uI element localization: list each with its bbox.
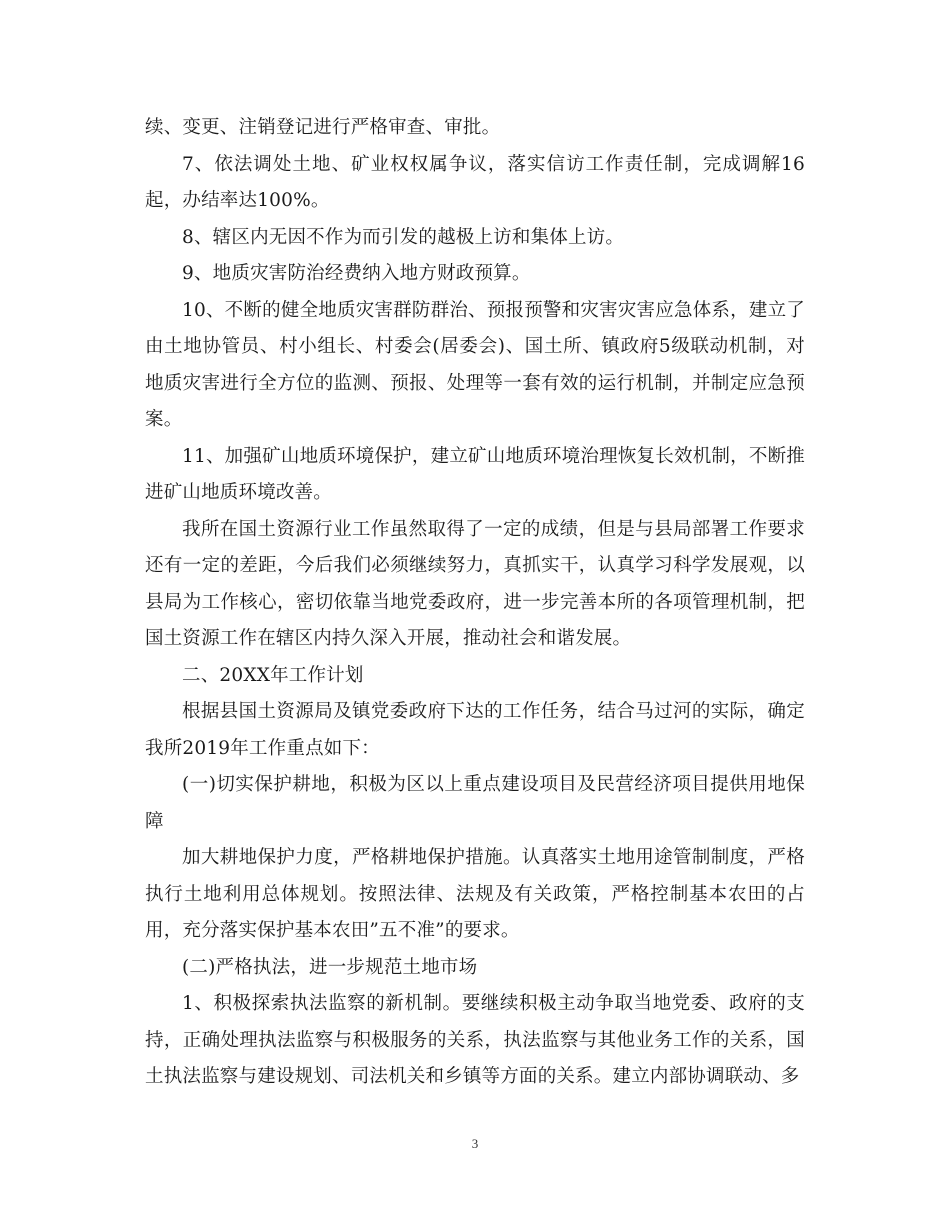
paragraph: 二、20XX年工作计划: [182, 664, 364, 686]
paragraph: 9、地质灾害防治经费纳入地方财政预算。: [182, 263, 531, 284]
paragraph: 我所在国土资源行业工作虽然取得了一定的成绩，但是与县局部署工作要求还有一定的差距，今后我们必须继续努力，真抓实干，认真学习科学发展观，以县局为工作核心，密切依靠当地党委政府，进一步完善本所的各项管理机制，把国土资源工作在辖区内持久深入开展，推动社会和谐发展。: [145, 518, 805, 649]
paragraph: 8、辖区内无因不作为而引发的越极上访和集体上访。: [182, 226, 625, 248]
paragraph: 续、变更、注销登记进行严格审查、审批。: [145, 117, 501, 138]
paragraph: 11、加强矿山地质环境保护，建立矿山地质环境治理恢复长效机制，不断推进矿山地质环境改善。: [145, 445, 805, 503]
paragraph: (一)切实保护耕地，积极为区以上重点建设项目及民营经济项目提供用地保障: [145, 774, 805, 832]
paragraph: 10、不断的健全地质灾害群防群治、预报预警和灾害灾害应急体系，建立了由土地协管员、村小组长、村委会(居委会)、国土所、镇政府5级联动机制，对地质灾害进行全方位的监测、预报、处理等一套有效的运行机制，并制定应急预案。: [145, 299, 805, 430]
document-body: [145, 110, 805, 1096]
paragraph: 根据县国土资源局及镇党委政府下达的工作任务，结合马过河的实际，确定我所2019年工作重点如下：: [145, 701, 805, 759]
paragraph: (二)严格执法，进一步规范土地市场: [182, 956, 478, 978]
paragraph: 加大耕地保护力度，严格耕地保护措施。认真落实土地用途管制制度，严格执行土地利用总体规划。按照法律、法规及有关政策，严格控制基本农田的占用，充分落实保护基本农田”五不准”的要求。: [145, 847, 805, 941]
paragraph: 1、积极探索执法监察的新机制。要继续积极主动争取当地党委、政府的支持，正确处理执法监察与积极服务的关系，执法监察与其他业务工作的关系，国土执法监察与建设规划、司法机关和乡镇等方面的关系。建立内部协调联动、多: [145, 993, 805, 1087]
page-number: 3: [471, 1136, 479, 1151]
paragraph: 7、依法调处土地、矿业权权属争议，落实信访工作责任制，完成调解16起，办结率达100%。: [145, 153, 805, 211]
